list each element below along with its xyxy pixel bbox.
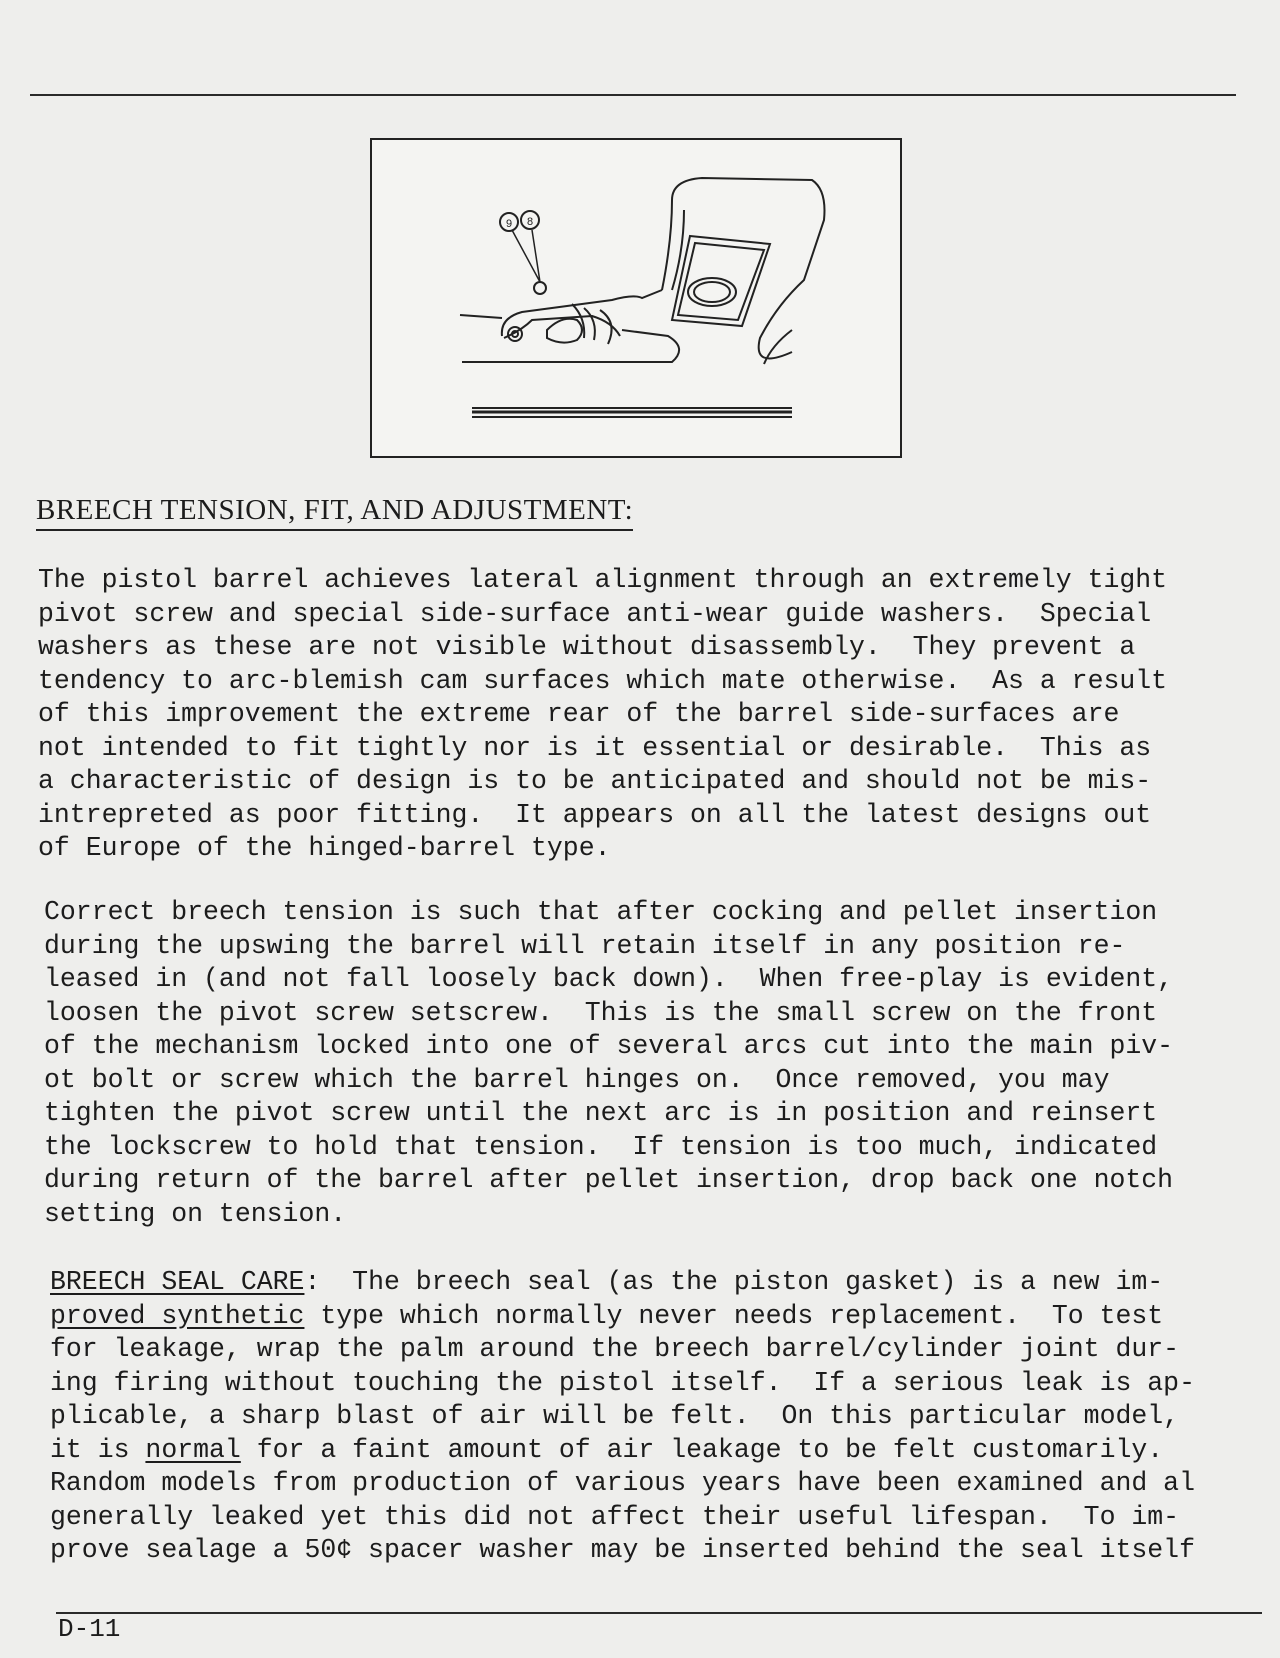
text-line: of the mechanism locked into one of several arcs cut into the main piv- [44,1031,1174,1061]
text-line: tendency to arc-blemish cam surfaces which mate otherwise. As a result [38,665,1168,696]
section-heading: BREECH TENSION, FIT, AND ADJUSTMENT: [36,494,633,531]
text-line: plicable, a sharp blast of air will be felt. On this particular model, [50,1401,1180,1431]
text-line [50,1300,1270,1334]
emphasis-normal: normal [145,1434,241,1465]
text-line: tighten the pivot screw until the next arc is in position and reinsert [44,1098,1158,1128]
top-rule [30,94,1236,96]
text-line: Correct breech tension is such that after cocking and pellet insertion [44,897,1158,927]
text-line: leased in (and not fall loosely back down). When free-play is evident, [44,964,1174,994]
text-line: prove sealage a 50¢ spacer washer may be inserted behind the seal itself [50,1535,1195,1565]
text-line: during return of the barrel after pellet insertion, drop back one notch [44,1165,1174,1195]
text-line [50,1266,1270,1300]
bottom-rule [56,1612,1262,1614]
text-line: washers as these are not visible without disassembly. They prevent a [38,632,1136,662]
text-segment: for a faint amount of air leakage to be felt customarily. [240,1434,1164,1465]
paragraph-breech-seal-care [50,1266,1270,1568]
text-line: of Europe of the hinged-barrel type. [38,833,611,863]
seal-care-heading: BREECH SEAL CARE [50,1267,305,1297]
text-segment: : The breech seal (as the piston gasket) is a new im- [304,1267,1164,1297]
text-line: setting on tension. [44,1198,347,1229]
text-line: ot bolt or screw which the barrel hinges on. Once removed, you may [44,1064,1110,1095]
text-segment: it is [50,1434,146,1465]
text-line: Random models from production of various years have been examined and al [50,1468,1195,1498]
text-line: not intended to fit tightly nor is it essential or desirable. This as [38,732,1152,763]
text-line: for leakage, wrap the palm around the breech barrel/cylinder joint dur- [50,1334,1180,1364]
callout-9: 9 [505,219,513,231]
page-number: D-11 [58,1614,121,1644]
text-line: pivot screw and special side-surface anti-wear guide washers. Special [38,598,1152,629]
pistol-breech-illustration [372,140,900,456]
text-line: during the upswing the barrel will retain itself in any position re- [44,930,1126,961]
paragraph-breech-tension [44,896,1264,1231]
callout-8: 8 [526,217,534,229]
text-segment: type which normally never needs replacement. To test [304,1300,1164,1331]
text-line: intrepreted as poor fitting. It appears on all the latest designs out [38,799,1152,830]
text-line: of this improvement the extreme rear of the barrel side-surfaces are [38,699,1120,729]
paragraph-lateral-alignment [38,564,1258,866]
text-line: a characteristic of design is to be anticipated and should not be mis- [38,766,1152,796]
seal-care-heading-cont: proved synthetic [50,1300,305,1331]
text-line: ing firing without touching the pistol itself. If a serious leak is ap- [50,1367,1195,1398]
pistol-diagram [370,138,902,458]
text-line: generally leaked yet this did not affect their useful lifespan. To im- [50,1501,1180,1532]
text-line: The pistol barrel achieves lateral alignment through an extremely tight [38,565,1168,595]
text-line [50,1434,1270,1468]
text-line: the lockscrew to hold that tension. If tension is too much, indicated [44,1131,1158,1162]
text-line: loosen the pivot screw setscrew. This is the small screw on the front [44,997,1158,1028]
